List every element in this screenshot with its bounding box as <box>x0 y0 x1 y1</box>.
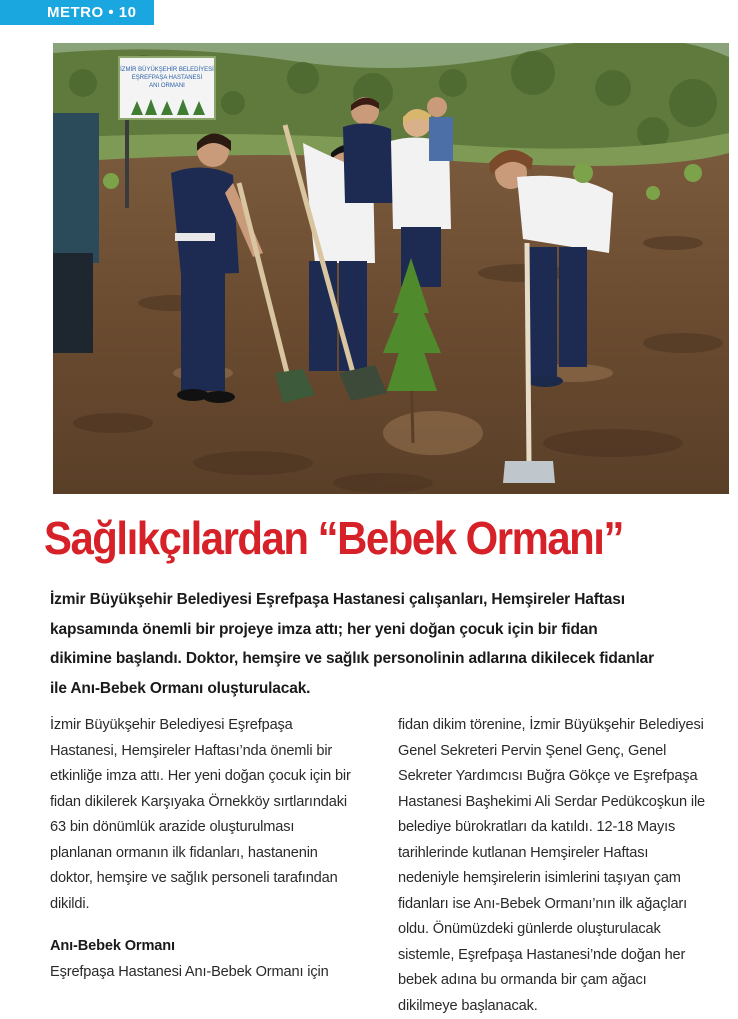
sign-text-1: İZMİR BÜYÜKŞEHİR BELEDİYESİ <box>120 66 214 73</box>
body-line: belediye bürokratları da katıldı. 12-18 Mayıs <box>398 815 734 841</box>
article-photo <box>53 43 729 494</box>
subheading: Anı-Bebek Ormanı <box>50 934 372 960</box>
body-paragraph <box>50 713 372 917</box>
body-line: Genel Sekreteri Pervin Şenel Genç, Genel <box>398 739 734 765</box>
lead-paragraph <box>50 585 732 703</box>
body-line: dikildi. <box>50 892 372 918</box>
body-line: oldu. Önümüzdeki günlerde oluşturulacak <box>398 917 734 943</box>
body-paragraph <box>50 960 372 986</box>
section-tag: METRO • 10 <box>0 0 154 25</box>
lead-line: dikimine başlandı. Doktor, hemşire ve sağlık personolinin adlarına dikilecek fidanlar <box>50 644 732 674</box>
lead-line: İzmir Büyükşehir Belediyesi Eşrefpaşa Hastanesi çalışanları, Hemşireler Haftası <box>50 585 732 615</box>
sign-text-3: ANI ORMANI <box>149 83 185 89</box>
body-line: dikilmeye başlanacak. <box>398 994 734 1019</box>
body-line: fidan dikim törenine, İzmir Büyükşehir Belediyesi <box>398 713 734 739</box>
lead-line: kapsamında önemli bir projeye imza attı; her yeni doğan çocuk için bir fidan <box>50 615 732 645</box>
body-line: nedeniyle hemşirelerin isimlerini taşıyan çam <box>398 866 734 892</box>
body-line: planlanan ormanın ilk fidanları, hastanenin <box>50 841 372 867</box>
body-line: fidanları ise Anı-Bebek Ormanı’nın ilk ağaçları <box>398 892 734 918</box>
headline: Sağlıkçılardan “Bebek Ormanı” <box>44 505 672 571</box>
body-line: Eşrefpaşa Hastanesi Anı-Bebek Ormanı için <box>50 960 372 986</box>
body-line: fidan dikilerek Karşıyaka Örnekköy sırtlarındaki <box>50 790 372 816</box>
body-column-2 <box>398 713 734 1019</box>
body-line: tarihlerinde kutlanan Hemşireler Haftası <box>398 841 734 867</box>
body-column-1 <box>50 713 372 985</box>
sign-text-2: EŞREFPAŞA HASTANESİ <box>132 74 203 81</box>
body-line: İzmir Büyükşehir Belediyesi Eşrefpaşa <box>50 713 372 739</box>
body-line: sistemle, Eşrefpaşa Hastanesi’nde doğan her <box>398 943 734 969</box>
body-line: 63 bin dönümlük arazide oluşturulması <box>50 815 372 841</box>
body-line: Hastanesi, Hemşireler Haftası’nda önemli bir <box>50 739 372 765</box>
body-line: doktor, hemşire ve sağlık personeli tarafından <box>50 866 372 892</box>
body-line: Sekreter Yardımcısı Buğra Gökçe ve Eşrefpaşa <box>398 764 734 790</box>
body-line: bebek adına bu ormanda bir çam ağacı <box>398 968 734 994</box>
body-line: etkinliğe imza attı. Her yeni doğan çocuk için bir <box>50 764 372 790</box>
lead-line: ile Anı-Bebek Ormanı oluşturulacak. <box>50 674 732 704</box>
body-line: Hastanesi Başhekimi Ali Serdar Pedükcoşkun ile <box>398 790 734 816</box>
body-paragraph <box>398 713 734 1019</box>
